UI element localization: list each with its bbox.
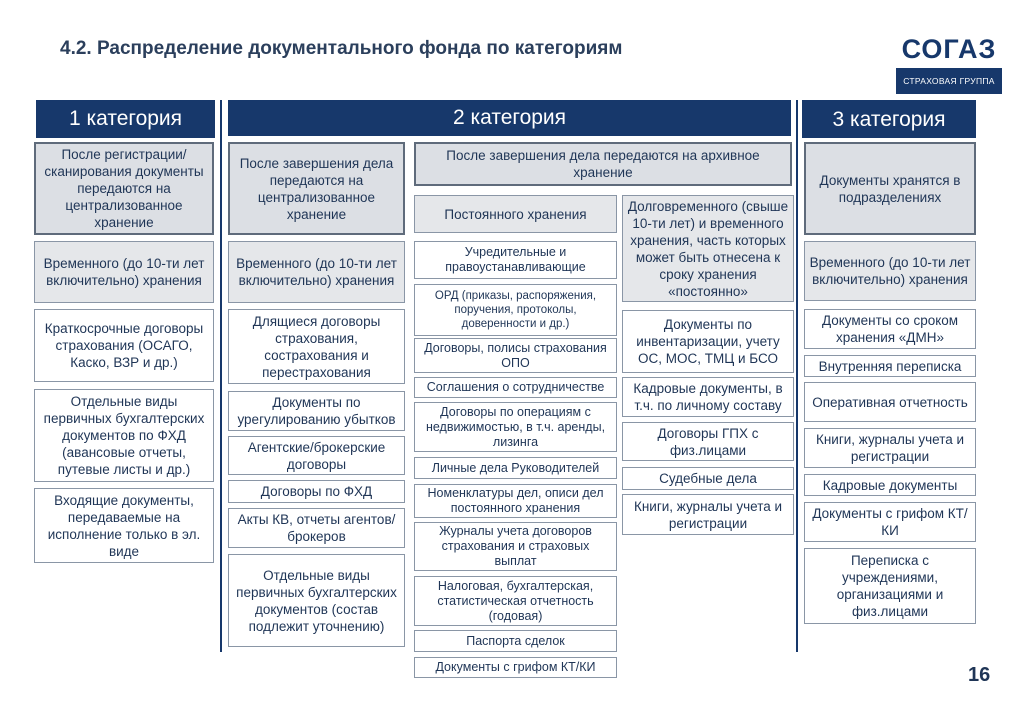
col2-item: Временного (до 10-ти лет включительно) хранения [228, 241, 405, 303]
col5-item: Документы с грифом КТ/КИ [804, 502, 976, 542]
col4-item: Судебные дела [622, 467, 794, 490]
col2-item: Договоры по ФХД [228, 480, 405, 503]
col2-item: Длящиеся договоры страхования, сострахования и перестрахования [228, 309, 405, 384]
col3-item: ОРД (приказы, распоряжения, поручения, протоколы, доверенности и др.) [414, 284, 617, 336]
logo-name: СОГАЗ [901, 34, 997, 64]
col5-item: Временного (до 10-ти лет включительно) хранения [804, 241, 976, 301]
category-3-header: 3 категория [802, 100, 976, 138]
col5-head: Документы хранятся в подразделениях [804, 142, 976, 235]
page-number: 16 [968, 664, 991, 686]
col34-head: После завершения дела передаются на архивное хранение [414, 142, 792, 186]
col4-item: Книги, журналы учета и регистрации [622, 494, 794, 535]
col3-item: Документы с грифом КТ/КИ [414, 657, 617, 678]
col4-item: Договоры ГПХ с физ.лицами [622, 422, 794, 461]
col4-head: Долговременного (свыше 10-ти лет) и временного хранения, часть которых может быть отнесена к сроку хранения «постоянно» [622, 195, 794, 302]
col5-item: Переписка с учреждениями, организациями и физ.лицами [804, 548, 976, 624]
col3-item: Договоры по операциям с недвижимостью, в т.ч. аренды, лизинга [414, 402, 617, 452]
category-1-header: 1 категория [36, 100, 215, 138]
company-logo [896, 30, 1002, 94]
col3-item: Договоры, полисы страхования ОПО [414, 338, 617, 373]
col3-item: Личные дела Руководителей [414, 457, 617, 479]
col4-item: Документы по инвентаризации, учету ОС, МОС, ТМЦ и БСО [622, 310, 794, 373]
col5-item: Внутренняя переписка [804, 355, 976, 377]
col2-item: Акты КВ, отчеты агентов/брокеров [228, 508, 405, 548]
col1-item: Входящие документы, передаваемые на исполнение только в эл. виде [34, 488, 214, 563]
col5-item: Кадровые документы [804, 474, 976, 496]
column-separator [796, 100, 798, 652]
col3-item: Налоговая, бухгалтерская, статистическая отчетность (годовая) [414, 576, 617, 626]
page-title: 4.2. Распределение документального фонда по категориям [60, 38, 623, 59]
col5-item: Документы со сроком хранения «ДМН» [804, 309, 976, 349]
col2-item: Агентские/брокерские договоры [228, 436, 405, 475]
col2-head: После завершения дела передаются на централизованное хранение [228, 142, 405, 235]
column-separator [220, 100, 222, 652]
col5-item: Книги, журналы учета и регистрации [804, 428, 976, 468]
col3-item: Номенклатуры дел, описи дел постоянного хранения [414, 484, 617, 518]
col3-head: Постоянного хранения [414, 195, 617, 233]
col3-item: Паспорта сделок [414, 630, 617, 652]
category-2-header: 2 категория [228, 100, 791, 136]
col3-item: Журналы учета договоров страхования и страховых выплат [414, 522, 617, 571]
col1-item: Временного (до 10-ти лет включительно) хранения [34, 241, 214, 303]
col1-item: Отдельные виды первичных бухгалтерских документов по ФХД (авансовые отчеты, путевые листы и др.) [34, 389, 214, 482]
col1-item: Краткосрочные договоры страхования (ОСАГО, Каско, ВЗР и др.) [34, 309, 214, 382]
col1-head: После регистрации/ сканирования документы передаются на централизованное хранение [34, 142, 214, 235]
col2-item: Отдельные виды первичных бухгалтерских документов (состав подлежит уточнению) [228, 554, 405, 647]
logo-subtitle: СТРАХОВАЯ ГРУППА [896, 68, 1002, 94]
col5-item: Оперативная отчетность [804, 382, 976, 422]
col3-item: Учредительные и правоустанавливающие [414, 241, 617, 279]
col3-item: Соглашения о сотрудничестве [414, 377, 617, 398]
col2-item: Документы по урегулированию убытков [228, 391, 405, 431]
col4-item: Кадровые документы, в т.ч. по личному составу [622, 377, 794, 417]
